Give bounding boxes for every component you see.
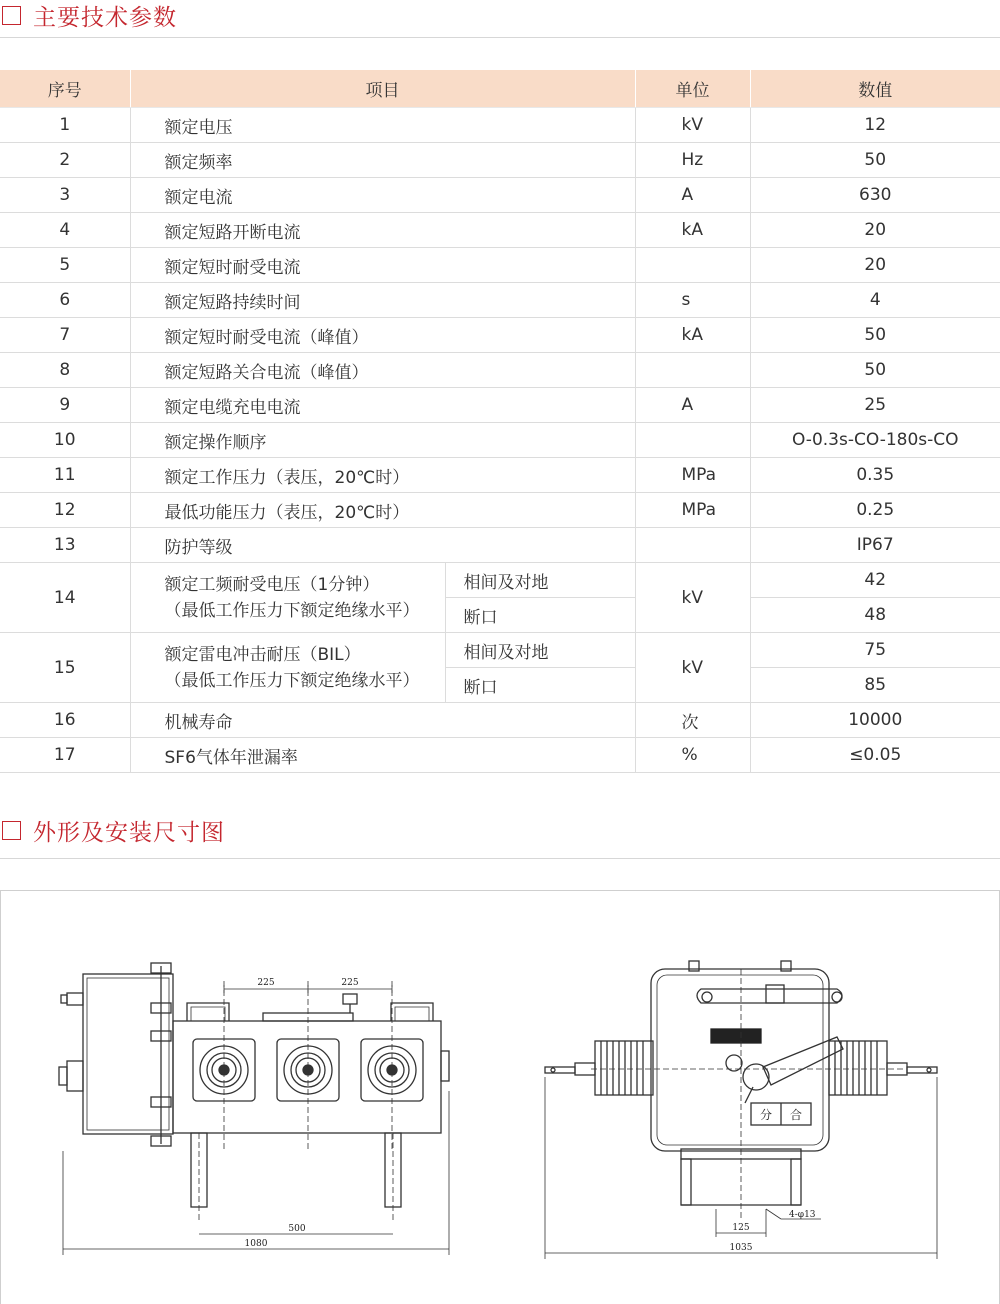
cell-item: SF6气体年泄漏率 — [130, 738, 635, 773]
table-row — [0, 528, 1000, 563]
cell-no: 10 — [0, 423, 130, 458]
cell-no: 13 — [0, 528, 130, 563]
cell-item: 机械寿命 — [130, 703, 635, 738]
table-header-row — [0, 70, 1000, 108]
cell-value: 25 — [750, 388, 1000, 423]
table-row — [0, 563, 1000, 598]
table-row — [0, 283, 1000, 318]
cell-unit: kA — [635, 213, 750, 248]
cell-unit: kA — [635, 318, 750, 353]
checkbox-square-icon — [2, 6, 21, 25]
drawing-svg — [1, 891, 999, 1304]
cell-no: 1 — [0, 108, 130, 143]
cell-unit: MPa — [635, 458, 750, 493]
cell-unit: Hz — [635, 143, 750, 178]
cell-value: 20 — [750, 248, 1000, 283]
cell-item-line2: （最低工作压力下额定绝缘水平） — [164, 600, 420, 621]
left-view — [59, 963, 449, 1255]
table-row — [0, 493, 1000, 528]
cell-unit: s — [635, 283, 750, 318]
cell-item-line1: 额定工频耐受电压（1分钟） — [164, 574, 380, 595]
cell-no: 4 — [0, 213, 130, 248]
cell-unit: MPa — [635, 493, 750, 528]
cell-unit: A — [635, 178, 750, 213]
right-view — [545, 961, 937, 1259]
cell-item: 额定短路开断电流 — [130, 213, 635, 248]
cell-value: 0.25 — [750, 493, 1000, 528]
table-row — [0, 388, 1000, 423]
divider — [0, 858, 1000, 859]
cell-no: 6 — [0, 283, 130, 318]
cell-no: 12 — [0, 493, 130, 528]
cell-item — [130, 563, 445, 633]
cell-unit — [635, 528, 750, 563]
dim-top-1: 225 — [257, 978, 275, 988]
table-row — [0, 458, 1000, 493]
dim-total-width-right: 1035 — [729, 1243, 753, 1253]
cell-no: 17 — [0, 738, 130, 773]
section-title-dimensions — [0, 815, 225, 845]
header-no: 序号 — [0, 70, 130, 108]
table-row — [0, 423, 1000, 458]
table-row — [0, 143, 1000, 178]
cell-value: 630 — [750, 178, 1000, 213]
section-title-specs — [0, 0, 177, 30]
cell-item-line1: 额定雷电冲击耐压（BIL） — [164, 644, 361, 665]
cell-value: 75 — [750, 633, 1000, 668]
cell-value: 4 — [750, 283, 1000, 318]
section-title-text: 外形及安装尺寸图 — [33, 819, 225, 846]
cell-item: 额定电压 — [130, 108, 635, 143]
cell-item: 额定短时耐受电流 — [130, 248, 635, 283]
cell-value: 20 — [750, 213, 1000, 248]
dimension-drawing — [0, 890, 1000, 1304]
table-row — [0, 213, 1000, 248]
cell-subitem: 相间及对地 — [445, 633, 635, 668]
cell-unit: 次 — [635, 703, 750, 738]
cell-value: O-0.3s-CO-180s-CO — [750, 423, 1000, 458]
cell-item: 额定短时耐受电流（峰值） — [130, 318, 635, 353]
cell-unit: kV — [635, 108, 750, 143]
checkbox-square-icon — [2, 821, 21, 840]
table-row — [0, 738, 1000, 773]
cell-unit — [635, 423, 750, 458]
cell-subitem: 相间及对地 — [445, 563, 635, 598]
cell-unit: kV — [635, 633, 750, 703]
cell-unit: A — [635, 388, 750, 423]
dim-leg-spacing: 500 — [288, 1224, 306, 1234]
cell-item: 防护等级 — [130, 528, 635, 563]
cell-value: 85 — [750, 668, 1000, 703]
header-unit: 单位 — [635, 70, 750, 108]
table-row — [0, 633, 1000, 668]
cell-unit — [635, 353, 750, 388]
cell-no: 14 — [0, 563, 130, 633]
table-row — [0, 108, 1000, 143]
cell-unit: kV — [635, 563, 750, 633]
cell-value: 42 — [750, 563, 1000, 598]
cell-no: 2 — [0, 143, 130, 178]
table-row — [0, 353, 1000, 388]
header-value: 数值 — [750, 70, 1000, 108]
cell-value: 48 — [750, 598, 1000, 633]
table-row — [0, 318, 1000, 353]
cell-item: 额定电缆充电电流 — [130, 388, 635, 423]
cell-no: 8 — [0, 353, 130, 388]
dim-hole: 4-φ13 — [789, 1210, 816, 1220]
cell-item: 额定工作压力（表压，20℃时） — [130, 458, 635, 493]
cell-item: 额定短路持续时间 — [130, 283, 635, 318]
cell-no: 5 — [0, 248, 130, 283]
cell-item-line2: （最低工作压力下额定绝缘水平） — [164, 670, 420, 691]
dim-top-2: 225 — [341, 978, 359, 988]
cell-no: 16 — [0, 703, 130, 738]
cell-value: 50 — [750, 318, 1000, 353]
dim-mount-spacing: 125 — [732, 1223, 750, 1233]
table-row — [0, 178, 1000, 213]
header-item: 项目 — [130, 70, 635, 108]
cell-item: 额定电流 — [130, 178, 635, 213]
cell-item: 最低功能压力（表压，20℃时） — [130, 493, 635, 528]
table-row — [0, 703, 1000, 738]
label-open: 分 — [759, 1108, 773, 1122]
label-close: 合 — [789, 1108, 803, 1122]
dim-total-width-left: 1080 — [244, 1239, 268, 1249]
bushing-right — [829, 1041, 937, 1095]
cell-no: 3 — [0, 178, 130, 213]
cell-subitem: 断口 — [445, 668, 635, 703]
cell-value: 0.35 — [750, 458, 1000, 493]
cell-value: 12 — [750, 108, 1000, 143]
cell-value: 50 — [750, 143, 1000, 178]
cell-value: ≤0.05 — [750, 738, 1000, 773]
table-row — [0, 248, 1000, 283]
cell-unit: % — [635, 738, 750, 773]
cell-subitem: 断口 — [445, 598, 635, 633]
bushing-left — [545, 1041, 653, 1095]
cell-no: 15 — [0, 633, 130, 703]
cell-item — [130, 633, 445, 703]
section-title-text: 主要技术参数 — [33, 4, 177, 31]
cell-value: IP67 — [750, 528, 1000, 563]
divider — [0, 37, 1000, 38]
cell-no: 11 — [0, 458, 130, 493]
cell-value: 50 — [750, 353, 1000, 388]
cell-item: 额定操作顺序 — [130, 423, 635, 458]
spec-table — [0, 70, 1000, 773]
cell-item: 额定频率 — [130, 143, 635, 178]
cell-no: 9 — [0, 388, 130, 423]
cell-no: 7 — [0, 318, 130, 353]
cell-unit — [635, 248, 750, 283]
cell-value: 10000 — [750, 703, 1000, 738]
cell-item: 额定短路关合电流（峰值） — [130, 353, 635, 388]
